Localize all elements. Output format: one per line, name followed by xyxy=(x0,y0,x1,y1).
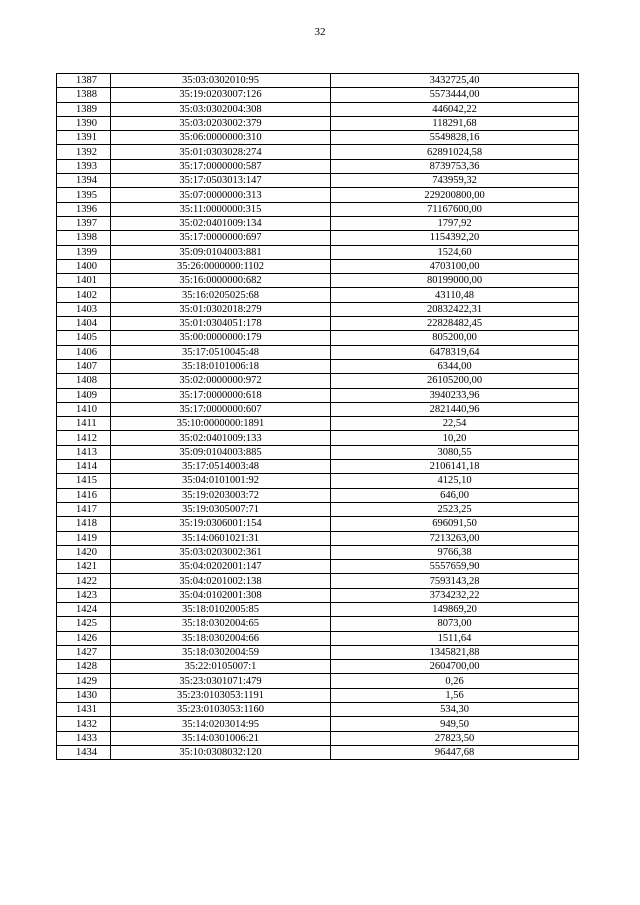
cadastral-number-cell: 35:03:0302004:308 xyxy=(111,102,331,116)
cadastral-number-cell: 35:18:0302004:65 xyxy=(111,617,331,631)
table-row xyxy=(57,631,579,645)
cadastral-number-cell: 35:19:0203007:126 xyxy=(111,88,331,102)
table-row xyxy=(57,703,579,717)
value-cell: 805200,00 xyxy=(331,331,579,345)
cadastral-number-cell: 35:04:0102001:308 xyxy=(111,588,331,602)
cadastral-number-cell: 35:16:0205025:68 xyxy=(111,288,331,302)
value-cell: 2106141,18 xyxy=(331,460,579,474)
value-cell: 1,56 xyxy=(331,688,579,702)
table-row xyxy=(57,188,579,202)
value-cell: 27823,50 xyxy=(331,731,579,745)
row-number-cell: 1397 xyxy=(57,216,111,230)
value-cell: 4703100,00 xyxy=(331,259,579,273)
cadastral-number-cell: 35:17:0000000:607 xyxy=(111,402,331,416)
value-cell: 646,00 xyxy=(331,488,579,502)
row-number-cell: 1433 xyxy=(57,731,111,745)
table-row xyxy=(57,231,579,245)
cadastral-number-cell: 35:19:0306001:154 xyxy=(111,517,331,531)
value-cell: 446042,22 xyxy=(331,102,579,116)
cadastral-number-cell: 35:10:0000000:1891 xyxy=(111,417,331,431)
page-number: 32 xyxy=(314,26,326,38)
cadastral-number-cell: 35:18:0302004:66 xyxy=(111,631,331,645)
row-number-cell: 1428 xyxy=(57,660,111,674)
table-row xyxy=(57,688,579,702)
row-number-cell: 1418 xyxy=(57,517,111,531)
row-number-cell: 1399 xyxy=(57,245,111,259)
row-number-cell: 1396 xyxy=(57,202,111,216)
table-row xyxy=(57,131,579,145)
table-row xyxy=(57,74,579,88)
value-cell: 949,50 xyxy=(331,717,579,731)
cadastral-number-cell: 35:19:0305007:71 xyxy=(111,502,331,516)
cadastral-number-cell: 35:01:0302018:279 xyxy=(111,302,331,316)
table-row xyxy=(57,574,579,588)
row-number-cell: 1427 xyxy=(57,645,111,659)
table-row xyxy=(57,531,579,545)
cadastral-number-cell: 35:17:0510045:48 xyxy=(111,345,331,359)
row-number-cell: 1426 xyxy=(57,631,111,645)
table-row xyxy=(57,588,579,602)
cadastral-value-table xyxy=(56,73,579,760)
cadastral-number-cell: 35:16:0000000:682 xyxy=(111,274,331,288)
table-row xyxy=(57,159,579,173)
cadastral-number-cell: 35:00:0000000:179 xyxy=(111,331,331,345)
value-cell: 5573444,00 xyxy=(331,88,579,102)
row-number-cell: 1416 xyxy=(57,488,111,502)
table-row xyxy=(57,645,579,659)
value-cell: 743959,32 xyxy=(331,174,579,188)
cadastral-number-cell: 35:23:0103053:1160 xyxy=(111,703,331,717)
row-number-cell: 1395 xyxy=(57,188,111,202)
cadastral-number-cell: 35:17:0000000:697 xyxy=(111,231,331,245)
value-cell: 4125,10 xyxy=(331,474,579,488)
table-row xyxy=(57,302,579,316)
value-cell: 3734232,22 xyxy=(331,588,579,602)
cadastral-number-cell: 35:14:0301006:21 xyxy=(111,731,331,745)
cadastral-number-cell: 35:18:0101006:18 xyxy=(111,359,331,373)
row-number-cell: 1431 xyxy=(57,703,111,717)
row-number-cell: 1411 xyxy=(57,417,111,431)
row-number-cell: 1414 xyxy=(57,460,111,474)
cadastral-number-cell: 35:06:0000000:310 xyxy=(111,131,331,145)
cadastral-number-cell: 35:01:0304051:178 xyxy=(111,317,331,331)
row-number-cell: 1407 xyxy=(57,359,111,373)
table-row xyxy=(57,445,579,459)
value-cell: 5549828,16 xyxy=(331,131,579,145)
value-cell: 62891024,58 xyxy=(331,145,579,159)
cadastral-number-cell: 35:17:0514003:48 xyxy=(111,460,331,474)
cadastral-number-cell: 35:09:0104003:881 xyxy=(111,245,331,259)
row-number-cell: 1388 xyxy=(57,88,111,102)
value-cell: 8073,00 xyxy=(331,617,579,631)
row-number-cell: 1391 xyxy=(57,131,111,145)
row-number-cell: 1421 xyxy=(57,560,111,574)
row-number-cell: 1406 xyxy=(57,345,111,359)
row-number-cell: 1425 xyxy=(57,617,111,631)
row-number-cell: 1430 xyxy=(57,688,111,702)
value-cell: 2604700,00 xyxy=(331,660,579,674)
row-number-cell: 1422 xyxy=(57,574,111,588)
value-cell: 696091,50 xyxy=(331,517,579,531)
table-row xyxy=(57,359,579,373)
row-number-cell: 1404 xyxy=(57,317,111,331)
table-row xyxy=(57,717,579,731)
row-number-cell: 1420 xyxy=(57,545,111,559)
table-row xyxy=(57,517,579,531)
cadastral-number-cell: 35:04:0201002:138 xyxy=(111,574,331,588)
cadastral-number-cell: 35:04:0101001:92 xyxy=(111,474,331,488)
row-number-cell: 1394 xyxy=(57,174,111,188)
table-row xyxy=(57,417,579,431)
table-row xyxy=(57,174,579,188)
cadastral-number-cell: 35:10:0308032:120 xyxy=(111,745,331,759)
value-cell: 3432725,40 xyxy=(331,74,579,88)
value-cell: 2821440,96 xyxy=(331,402,579,416)
table-row xyxy=(57,731,579,745)
value-cell: 9766,38 xyxy=(331,545,579,559)
row-number-cell: 1401 xyxy=(57,274,111,288)
cadastral-number-cell: 35:23:0103053:1191 xyxy=(111,688,331,702)
cadastral-number-cell: 35:19:0203003:72 xyxy=(111,488,331,502)
table-row xyxy=(57,288,579,302)
table-row xyxy=(57,331,579,345)
table-row xyxy=(57,102,579,116)
cadastral-number-cell: 35:07:0000000:313 xyxy=(111,188,331,202)
value-cell: 71167600,00 xyxy=(331,202,579,216)
table-row xyxy=(57,245,579,259)
value-cell: 2523,25 xyxy=(331,502,579,516)
value-cell: 149869,20 xyxy=(331,602,579,616)
table-row xyxy=(57,402,579,416)
table-row xyxy=(57,560,579,574)
value-cell: 1797,92 xyxy=(331,216,579,230)
cadastral-number-cell: 35:01:0303028:274 xyxy=(111,145,331,159)
row-number-cell: 1387 xyxy=(57,74,111,88)
table-row xyxy=(57,388,579,402)
value-cell: 43110,48 xyxy=(331,288,579,302)
value-cell: 26105200,00 xyxy=(331,374,579,388)
cadastral-number-cell: 35:22:0105007:1 xyxy=(111,660,331,674)
row-number-cell: 1392 xyxy=(57,145,111,159)
table-row xyxy=(57,674,579,688)
cadastral-number-cell: 35:18:0302004:59 xyxy=(111,645,331,659)
row-number-cell: 1413 xyxy=(57,445,111,459)
table-row xyxy=(57,474,579,488)
value-cell: 80199000,00 xyxy=(331,274,579,288)
cadastral-number-cell: 35:18:0102005:85 xyxy=(111,602,331,616)
value-cell: 534,30 xyxy=(331,703,579,717)
value-cell: 3940233,96 xyxy=(331,388,579,402)
cadastral-number-cell: 35:17:0000000:618 xyxy=(111,388,331,402)
table-row xyxy=(57,374,579,388)
cadastral-number-cell: 35:03:0203002:379 xyxy=(111,116,331,130)
table-row xyxy=(57,460,579,474)
cadastral-number-cell: 35:04:0202001:147 xyxy=(111,560,331,574)
row-number-cell: 1408 xyxy=(57,374,111,388)
value-cell: 0,26 xyxy=(331,674,579,688)
table-row xyxy=(57,502,579,516)
cadastral-number-cell: 35:02:0401009:134 xyxy=(111,216,331,230)
row-number-cell: 1393 xyxy=(57,159,111,173)
value-cell: 118291,68 xyxy=(331,116,579,130)
row-number-cell: 1424 xyxy=(57,602,111,616)
value-cell: 22828482,45 xyxy=(331,317,579,331)
table-row xyxy=(57,202,579,216)
table-row xyxy=(57,88,579,102)
value-cell: 1154392,20 xyxy=(331,231,579,245)
row-number-cell: 1410 xyxy=(57,402,111,416)
table-row xyxy=(57,116,579,130)
value-cell: 20832422,31 xyxy=(331,302,579,316)
cadastral-number-cell: 35:09:0104003:885 xyxy=(111,445,331,459)
row-number-cell: 1434 xyxy=(57,745,111,759)
value-cell: 8739753,36 xyxy=(331,159,579,173)
cadastral-number-cell: 35:17:0503013:147 xyxy=(111,174,331,188)
row-number-cell: 1415 xyxy=(57,474,111,488)
row-number-cell: 1412 xyxy=(57,431,111,445)
cadastral-number-cell: 35:17:0000000:587 xyxy=(111,159,331,173)
row-number-cell: 1398 xyxy=(57,231,111,245)
row-number-cell: 1389 xyxy=(57,102,111,116)
cadastral-number-cell: 35:02:0000000:972 xyxy=(111,374,331,388)
row-number-cell: 1403 xyxy=(57,302,111,316)
value-cell: 229200800,00 xyxy=(331,188,579,202)
row-number-cell: 1423 xyxy=(57,588,111,602)
value-cell: 6344,00 xyxy=(331,359,579,373)
table-row xyxy=(57,660,579,674)
row-number-cell: 1400 xyxy=(57,259,111,273)
row-number-cell: 1405 xyxy=(57,331,111,345)
table-row xyxy=(57,274,579,288)
row-number-cell: 1419 xyxy=(57,531,111,545)
cadastral-number-cell: 35:02:0401009:133 xyxy=(111,431,331,445)
table-row xyxy=(57,345,579,359)
table-row xyxy=(57,545,579,559)
cadastral-number-cell: 35:26:0000000:1102 xyxy=(111,259,331,273)
value-cell: 1345821,88 xyxy=(331,645,579,659)
value-cell: 7213263,00 xyxy=(331,531,579,545)
cadastral-number-cell: 35:23:0301071:479 xyxy=(111,674,331,688)
row-number-cell: 1429 xyxy=(57,674,111,688)
value-cell: 3080,55 xyxy=(331,445,579,459)
value-cell: 6478319,64 xyxy=(331,345,579,359)
value-cell: 1524,60 xyxy=(331,245,579,259)
table-row xyxy=(57,602,579,616)
row-number-cell: 1390 xyxy=(57,116,111,130)
value-cell: 96447,68 xyxy=(331,745,579,759)
row-number-cell: 1402 xyxy=(57,288,111,302)
value-cell: 1511,64 xyxy=(331,631,579,645)
value-cell: 22,54 xyxy=(331,417,579,431)
table-row xyxy=(57,216,579,230)
row-number-cell: 1409 xyxy=(57,388,111,402)
table-row xyxy=(57,488,579,502)
row-number-cell: 1432 xyxy=(57,717,111,731)
cadastral-number-cell: 35:03:0302010:95 xyxy=(111,74,331,88)
cadastral-number-cell: 35:03:0203002:361 xyxy=(111,545,331,559)
table-row xyxy=(57,145,579,159)
table-row xyxy=(57,431,579,445)
value-cell: 5557659,90 xyxy=(331,560,579,574)
value-cell: 7593143,28 xyxy=(331,574,579,588)
cadastral-number-cell: 35:11:0000000:315 xyxy=(111,202,331,216)
table-row xyxy=(57,745,579,759)
table-row xyxy=(57,317,579,331)
cadastral-number-cell: 35:14:0601021:31 xyxy=(111,531,331,545)
table-row xyxy=(57,617,579,631)
table-body xyxy=(57,74,579,760)
cadastral-number-cell: 35:14:0203014:95 xyxy=(111,717,331,731)
row-number-cell: 1417 xyxy=(57,502,111,516)
table-row xyxy=(57,259,579,273)
value-cell: 10,20 xyxy=(331,431,579,445)
